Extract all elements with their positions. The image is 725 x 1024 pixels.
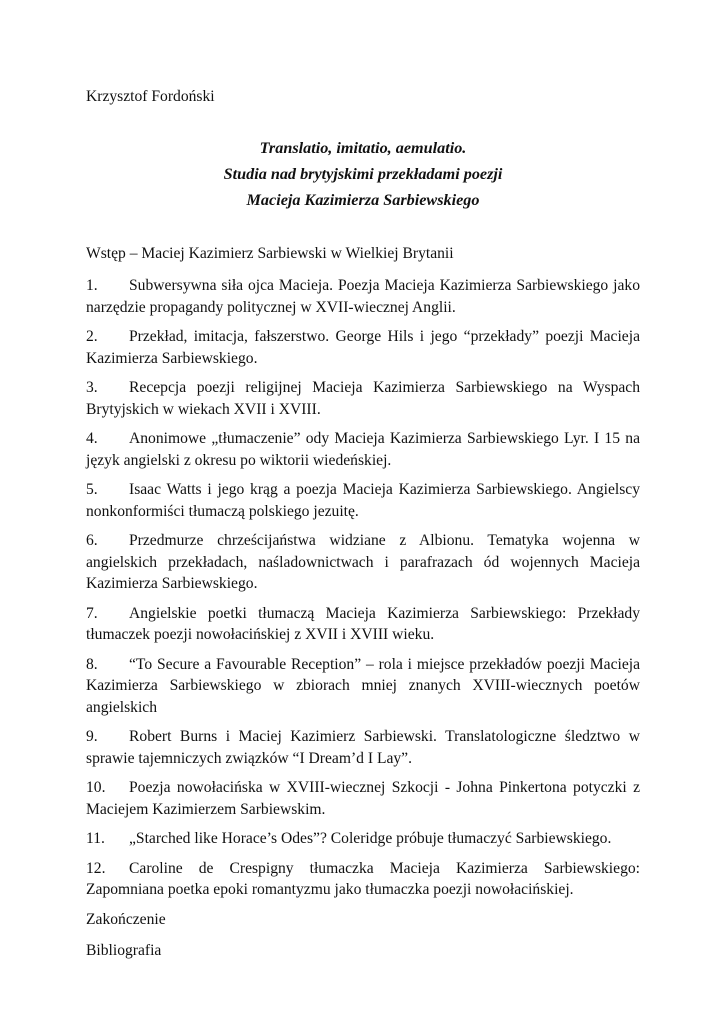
toc-bibliography: Bibliografia	[86, 942, 162, 959]
toc-item	[86, 326, 640, 369]
toc-item-text: “To Secure a Favourable Reception” – rola i miejsce przekładów poezji Macieja Kazimierza Sarbiewskiego w zbiorach mniej znanych XVIII-wiecznych poetów angielskich	[86, 655, 640, 716]
toc-item-text: „Starched like Horace’s Odes”? Coleridge próbuje tłumaczyć Sarbiewskiego.	[129, 830, 612, 847]
author-name: Krzysztof Fordoński	[86, 88, 215, 105]
toc-item	[86, 777, 640, 820]
toc-item-text: Przedmurze chrześcijaństwa widziane z Albionu. Tematyka wojenna w angielskich przekładach, naśladownictwach i parafrazach ód wojennych Macieja Kazimierza Sarbiewskiego.	[86, 532, 640, 592]
toc-item-number: 8.	[86, 655, 98, 673]
title-line-2: Studia nad brytyjskimi przekładami poezji	[223, 164, 503, 183]
toc-item	[86, 377, 640, 420]
toc-item	[86, 828, 640, 850]
toc-item-text: Recepcja poezji religijnej Macieja Kazimierza Sarbiewskiego na Wyspach Brytyjskich w wiekach XVII i XVIII.	[86, 379, 640, 418]
toc-item-number: 1.	[86, 277, 98, 294]
toc-item-text: Przekład, imitacja, fałszerstwo. George Hils i jego “przekłady” poezji Macieja Kazimierza Sarbiewskiego.	[86, 328, 640, 367]
toc-intro: Wstęp – Maciej Kazimierz Sarbiewski w Wielkiej Brytanii	[86, 244, 454, 262]
toc-item-number: 2.	[86, 328, 98, 345]
toc-item-text: Caroline de Crespigny tłumaczka Macieja Kazimierza Sarbiewskiego: Zapomniana poetka epoki romantyzmu jako tłumaczka poezji nowołacińskiej.	[86, 859, 640, 898]
toc-item-number: 6.	[86, 532, 98, 549]
toc-item	[86, 858, 640, 901]
toc-item-number: 4.	[86, 430, 98, 447]
title-line-1: Translatio, imitatio, aemulatio.	[259, 138, 467, 157]
document-page	[86, 86, 640, 972]
toc-item	[86, 479, 640, 522]
toc-item-number: 12.	[86, 859, 106, 877]
toc-item-text: Isaac Watts i jego krąg a poezja Macieja Kazimierza Sarbiewskiego. Angielscy nonkonformiści tłumaczą polskiego jezuitę.	[86, 481, 640, 520]
toc-item-text: Angielskie poetki tłumaczą Macieja Kazimierza Sarbiewskiego: Przekłady tłumaczek poezji nowołacińskiej z XVII i XVIII wieku.	[86, 604, 640, 643]
toc-item	[86, 530, 640, 595]
toc-item-text: Poezja nowołacińska w XVIII-wiecznej Szkocji - Johna Pinkertona potyczki z Maciejem Kazimierzem Sarbiewskim.	[86, 779, 640, 818]
book-title	[86, 135, 640, 213]
toc-item-number: 3.	[86, 379, 98, 396]
toc-item-number: 10.	[86, 779, 106, 796]
toc-item-text: Subwersywna siła ojca Macieja. Poezja Macieja Kazimierza Sarbiewskiego jako narzędzie propagandy politycznej w XVII-wiecznej Anglii.	[86, 277, 640, 316]
toc-item-number: 11.	[86, 830, 105, 847]
toc-item	[86, 603, 640, 646]
toc-item-text: Robert Burns i Maciej Kazimierz Sarbiewski. Translatologiczne śledztwo w sprawie tajemniczych związków “I Dream’d I Lay”.	[86, 728, 640, 767]
toc-item-number: 9.	[86, 728, 98, 745]
toc-item-number: 5.	[86, 481, 98, 498]
toc-item	[86, 428, 640, 471]
toc-chapter-list	[86, 275, 640, 901]
toc-item	[86, 275, 640, 318]
title-line-3: Macieja Kazimierza Sarbiewskiego	[246, 190, 480, 209]
toc-item	[86, 654, 640, 719]
toc-item-number: 7.	[86, 604, 98, 622]
toc-item	[86, 726, 640, 769]
toc-item-text: Anonimowe „tłumaczenie” ody Macieja Kazimierza Sarbiewskiego Lyr. I 15 na język angielski z okresu po wiktorii wiedeńskiej.	[86, 430, 640, 469]
toc-conclusion: Zakończenie	[86, 910, 166, 928]
